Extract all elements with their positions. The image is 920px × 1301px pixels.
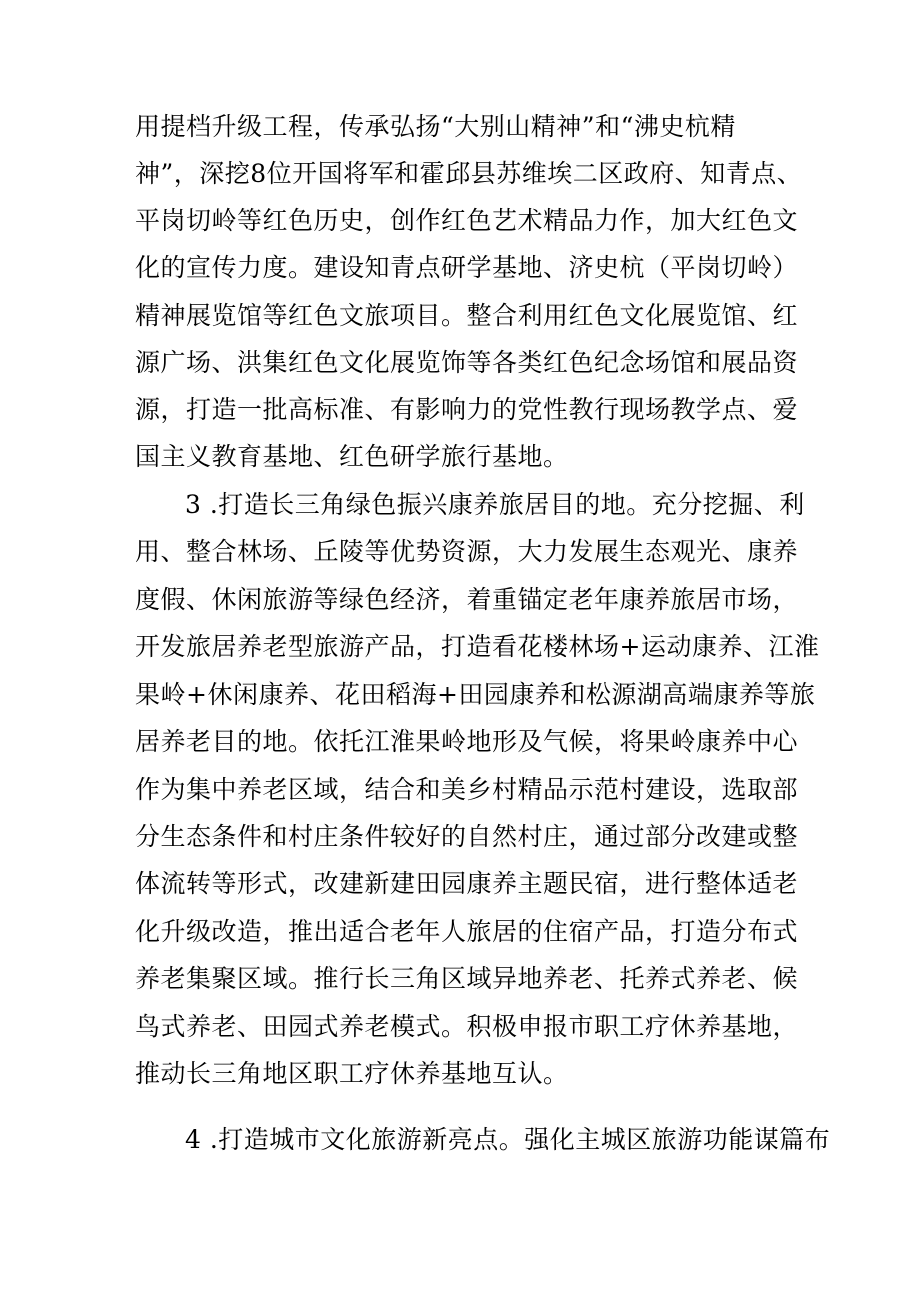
text-line: 神”，深挖8位开国将军和霍邱县苏维埃二区政府、知青点、 [135,159,803,188]
text-line: 源，打造一批高标准、有影响力的党性教行现场教学点、爱 [135,395,799,424]
text-line: 用、整合林场、丘陵等优势资源，大力发展生态观光、康养 [135,537,799,566]
paragraph-4-first-line: 4 .打造城市文化旅游新亮点。强化主城区旅游功能谋篇布 [185,1125,831,1154]
text-line: 化升级改造，推出适合老年人旅居的住宿产品，打造分布式 [135,917,799,946]
text-line: 养老集聚区域。推行长三角区域异地养老、托养式养老、候 [135,964,799,993]
text-line: 度假、休闲旅游等绿色经济，着重锚定老年康养旅居市场， [135,585,799,614]
text-line: 作为集中养老区域，结合和美乡村精品示范村建设，选取部 [135,775,799,804]
text-line: 鸟式养老、田园式养老模式。积极申报市职工疗休养基地， [135,1012,799,1041]
text-line: 体流转等形式，改建新建田园康养主题民宿，进行整体适老 [135,869,799,898]
text-line: 精神展览馆等红色文旅项目。整合利用红色文化展览馆、红 [135,301,799,330]
text-line: 推动长三角地区职工疗休养基地互认。 [135,1059,569,1088]
paragraph-3-first-line: 3 .打造长三角绿色振兴康养旅居目的地。充分挖掘、利 [185,490,805,519]
text-line: 居养老目的地。依托江淮果岭地形及气候，将果岭康养中心 [135,727,799,756]
text-line: 分生态条件和村庄条件较好的自然村庄，通过部分改建或整 [135,822,799,851]
text-line: 国主义教育基地、红色研学旅行基地。 [135,442,569,471]
text-line: 化的宣传力度。建设知青点研学基地、济史杭（平岗切岭） [135,253,799,282]
text-line: 平岗切岭等红色历史，创作红色艺术精品力作，加大红色文 [135,206,799,235]
text-line: 果岭+休闲康养、花田稻海+田园康养和松源湖高端康养等旅 [135,680,816,709]
text-line: 源广场、洪集红色文化展览饰等各类红色纪念场馆和展品资 [135,348,799,377]
text-line: 开发旅居养老型旅游产品，打造看花楼林场+运动康养、江淮 [135,632,820,661]
text-line: 用提档升级工程，传承弘扬“大别山精神”和“沸史杭精 [135,112,736,141]
